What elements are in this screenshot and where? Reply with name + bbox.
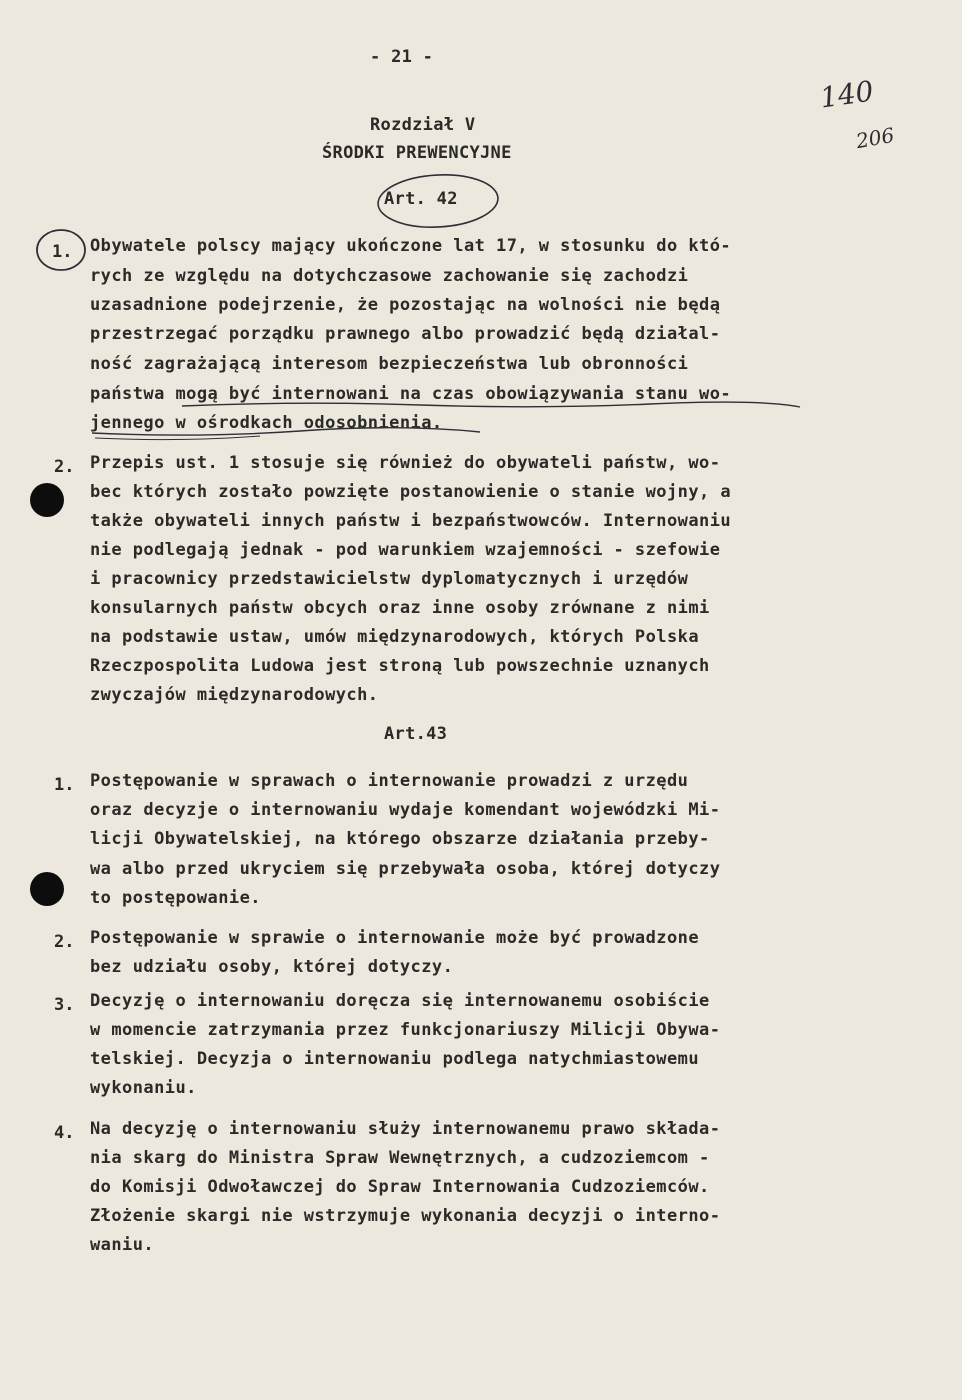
text-line: zwyczajów międzynarodowych. — [90, 685, 379, 705]
punch-hole — [30, 872, 64, 906]
text-line: Złożenie skargi nie wstrzymuje wykonania decyzji o interno- — [90, 1206, 721, 1226]
text-line: wykonaniu. — [90, 1078, 197, 1098]
text-line: bec których zostało powzięte postanowienie o stanie wojny, a — [90, 482, 732, 502]
underline-mark — [95, 436, 260, 440]
text-line: Decyzję o internowaniu doręcza się internowanemu osobiście — [90, 991, 710, 1011]
text-line: uzasadnione podejrzenie, że pozostając na wolności nie będą — [90, 295, 721, 315]
text-line: nie podlegają jednak - pod warunkiem wzajemności - szefowie — [90, 540, 721, 560]
text-line: wa albo przed ukryciem się przebywała osoba, której dotyczy — [90, 859, 721, 879]
paragraph-number: 4. — [54, 1123, 75, 1143]
paragraph-number: 1. — [52, 242, 73, 262]
text-line: bez udziału osoby, której dotyczy. — [90, 957, 454, 977]
text-line: Rzeczpospolita Ludowa jest stroną lub powszechnie uznanych — [90, 656, 710, 676]
text-line: Przepis ust. 1 stosuje się również do obywateli państw, wo- — [90, 453, 721, 473]
handwritten-number-206: 206 — [854, 122, 896, 154]
text-line: przestrzegać porządku prawnego albo prowadzić będą działal- — [90, 324, 721, 344]
text-line: waniu. — [90, 1235, 155, 1255]
paragraph-number: 3. — [54, 995, 75, 1015]
paragraph-number: 2. — [54, 932, 75, 952]
text-line: to postępowanie. — [90, 888, 261, 908]
chapter-title: Rozdział V — [370, 115, 476, 135]
paragraph-number: 1. — [54, 775, 75, 795]
text-line: także obywateli innych państw i bezpaństwowców. Internowaniu — [90, 511, 732, 531]
text-line: i pracownicy przedstawicielstw dyplomatycznych i urzędów — [90, 569, 689, 589]
article-heading-42: Art. 42 — [384, 189, 458, 209]
text-line: oraz decyzje o internowaniu wydaje komendant wojewódzki Mi- — [90, 800, 721, 820]
handwritten-number-140: 140 — [817, 74, 876, 115]
text-line: konsularnych państw obcych oraz inne osoby zrównane z nimi — [90, 598, 710, 618]
text-line: jennego w ośrodkach odosobnienia. — [90, 413, 443, 433]
text-line: Postępowanie w sprawach o internowanie prowadzi z urzędu — [90, 771, 689, 791]
text-line: nia skarg do Ministra Spraw Wewnętrznych, a cudzoziemcom - — [90, 1148, 710, 1168]
page-number: - 21 - — [370, 47, 434, 67]
text-line: licji Obywatelskiej, na którego obszarze działania przeby- — [90, 829, 710, 849]
text-line: na podstawie ustaw, umów międzynarodowych, których Polska — [90, 627, 700, 647]
text-line: ność zagrażającą interesom bezpieczeństwa lub obronności — [90, 354, 689, 374]
text-line: Na decyzję o internowaniu służy internowanemu prawo składa- — [90, 1119, 721, 1139]
text-line: Postępowanie w sprawie o internowanie może być prowadzone — [90, 928, 700, 948]
text-line: państwa mogą być internowani na czas obowiązywania stanu wo- — [90, 384, 732, 404]
punch-hole — [30, 483, 64, 517]
text-line: w momencie zatrzymania przez funkcjonariuszy Milicji Obywa- — [90, 1020, 721, 1040]
chapter-subtitle: ŚRODKI PREWENCYJNE — [322, 143, 512, 163]
text-line: rych ze względu na dotychczasowe zachowanie się zachodzi — [90, 266, 689, 286]
text-line: telskiej. Decyzja o internowaniu podlega natychmiastowemu — [90, 1049, 700, 1069]
text-line: Obywatele polscy mający ukończone lat 17, w stosunku do któ- — [90, 236, 732, 256]
paragraph-number: 2. — [54, 457, 75, 477]
article-heading-43: Art.43 — [384, 724, 448, 744]
text-line: do Komisji Odwoławczej do Spraw Internowania Cudzoziemców. — [90, 1177, 710, 1197]
